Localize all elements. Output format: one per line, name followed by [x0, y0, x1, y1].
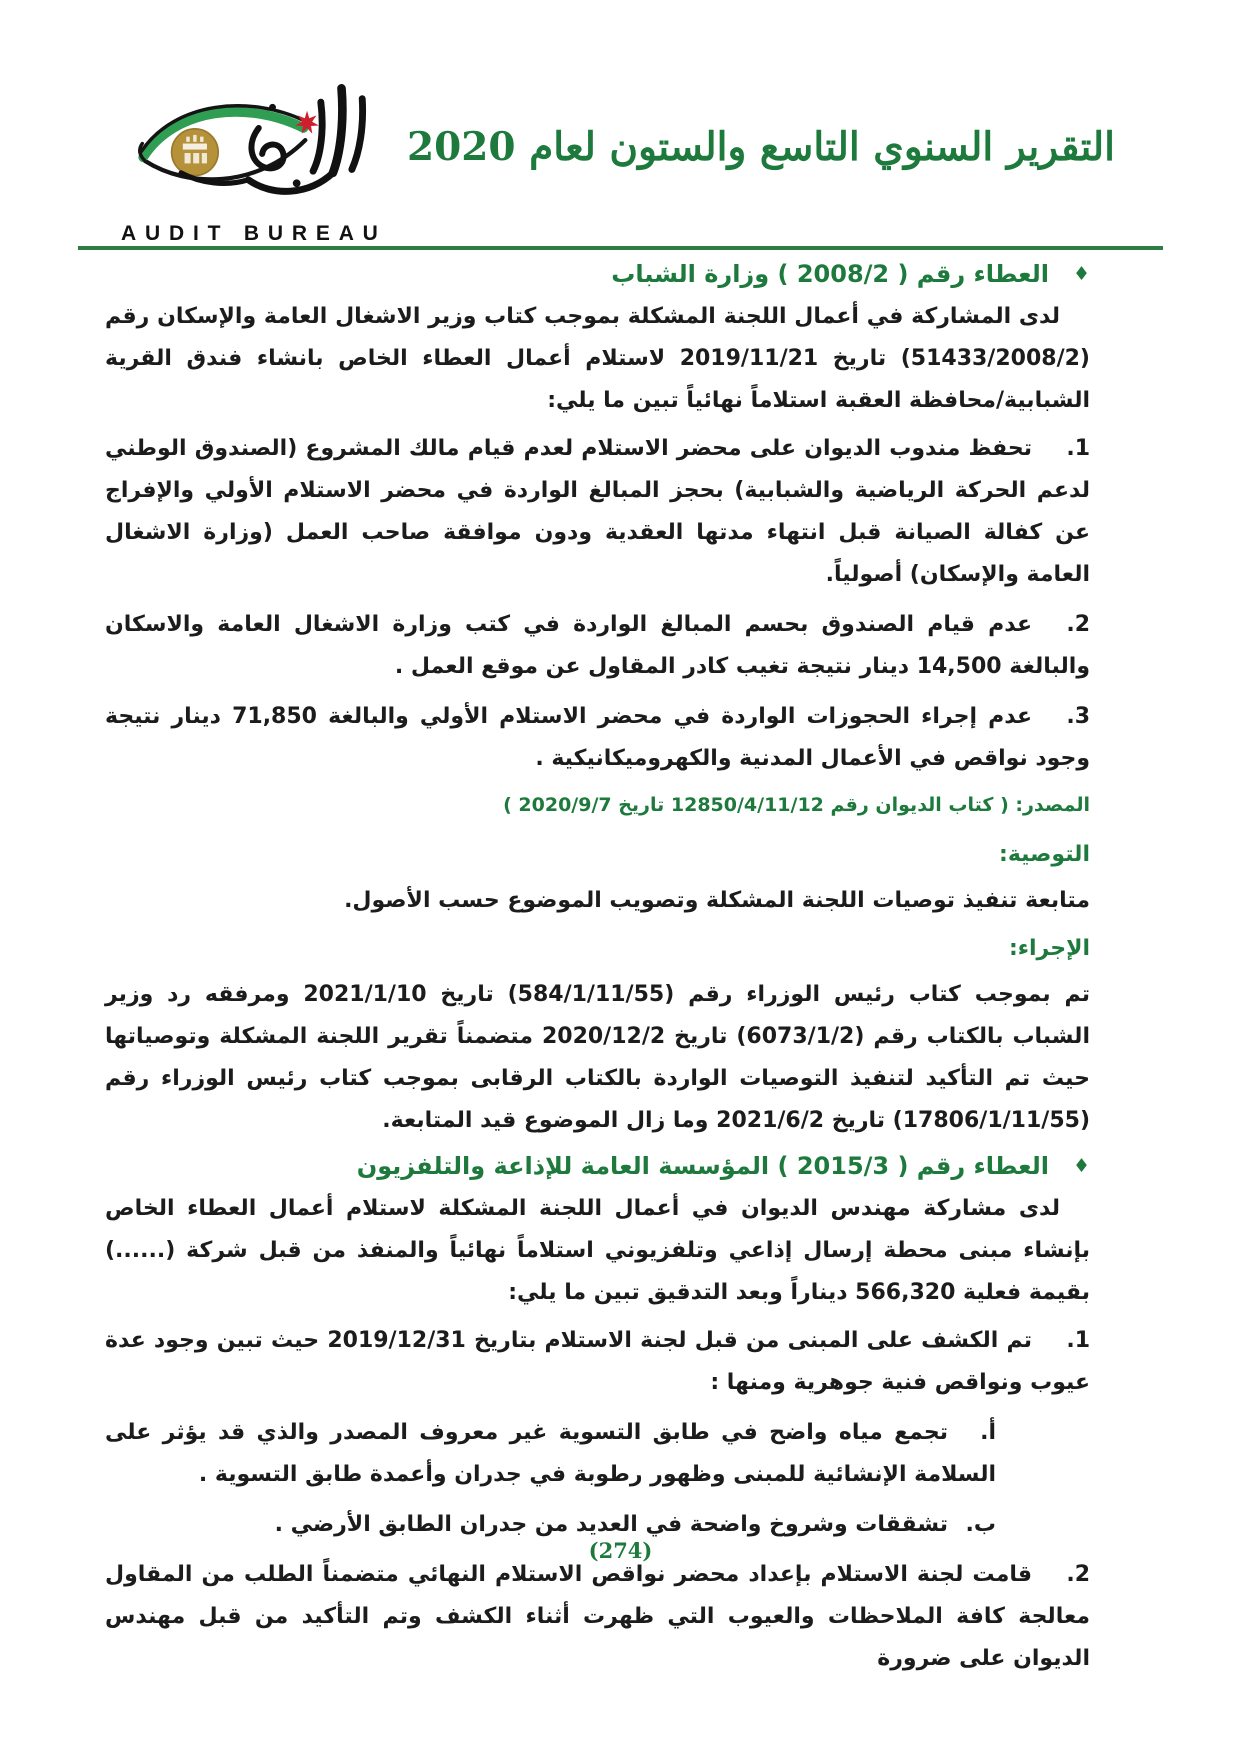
item-number: 1. — [1066, 1328, 1090, 1353]
audit-bureau-logo-mark — [107, 78, 407, 216]
list-item — [105, 1554, 1090, 1680]
subitem-letter: ب. — [965, 1512, 996, 1537]
findings-list — [105, 1320, 1090, 1680]
diamond-bullet-icon: ♦ — [1072, 1154, 1090, 1177]
section-heading-tender-2008-2 — [105, 260, 1090, 288]
recommendation-label: التوصية: — [999, 842, 1090, 867]
action-label: الإجراء: — [1008, 936, 1090, 961]
item-text: تحفظ مندوب الديوان على محضر الاستلام لعدم قيام مالك المشروع (الصندوق الوطني لدعم الحركة الرياضية والشبابية) بحجز المبالغ الواردة في محضر الاستلام الأولي والإفراج عن كفالة الصيانة قبل انتهاء مدتها العقدية ودون موافقة صاحب العمل (وزارة الاشغال العامة والإسكان) أصولياً. — [105, 436, 1090, 587]
list-item — [105, 604, 1090, 688]
report-body — [105, 260, 1090, 1680]
logo-wordmark: AUDIT BUREAU — [121, 222, 387, 245]
page-number: (274) — [588, 1538, 653, 1563]
diamond-bullet-icon: ♦ — [1072, 262, 1090, 285]
section-intro: لدى مشاركة مهندس الديوان في أعمال اللجنة المشكلة لاستلام أعمال العطاء الخاص بإنشاء مبنى محطة إرسال إذاعي وتلفزيوني استلاماً نهائياً والمنفذ من قبل شركة (......) بقيمة فعلية 566,320 ديناراً وبعد التدقيق تبين ما يلي: — [105, 1196, 1090, 1305]
section-heading-text: العطاء رقم ( 2015/3 ) المؤسسة العامة للإذاعة والتلفزيون — [356, 1152, 1049, 1180]
section-heading-text: العطاء رقم ( 2008/2 ) وزارة الشباب — [611, 260, 1049, 288]
header-divider — [78, 246, 1163, 250]
subitem-text: تجمع مياه واضح في طابق التسوية غير معروف المصدر والذي قد يؤثر على السلامة الإنشائية للمبنى وظهور رطوبة في جدران وأعمدة طابق التسوية . — [105, 1420, 996, 1487]
audit-bureau-logo — [107, 78, 407, 246]
recommendation-text: متابعة تنفيذ توصيات اللجنة المشكلة وتصويب الموضوع حسب الأصول. — [344, 888, 1090, 913]
item-number: 2. — [1066, 1562, 1090, 1587]
item-text: تم الكشف على المبنى من قبل لجنة الاستلام بتاريخ 2019/12/31 حيث تبين وجود عدة عيوب ونواقص فنية جوهرية ومنها : — [105, 1328, 1090, 1395]
list-subitem — [105, 1412, 996, 1496]
report-title: التقرير السنوي التاسع والستون لعام 2020 — [407, 124, 1115, 170]
source-line: المصدر: ( كتاب الديوان رقم 12850/4/11/12 تاريخ 2020/9/7 ) — [503, 794, 1090, 816]
subitem-text: تشققات وشروخ واضحة في العديد من جدران الطابق الأرضي . — [274, 1512, 948, 1537]
section-intro: لدى المشاركة في أعمال اللجنة المشكلة بموجب كتاب وزير الاشغال العامة والإسكان رقم (51433/2008/2) تاريخ 2019/11/21 لاستلام أعمال العطاء الخاص بانشاء فندق القرية الشبابية/محافظة العقبة استلاماً نهائياً تبين ما يلي: — [105, 304, 1090, 413]
list-item — [105, 696, 1090, 780]
item-text: قامت لجنة الاستلام بإعداد محضر نواقص الاستلام النهائي متضمناً الطلب من المقاول معالجة كافة الملاحظات والعيوب التي ظهرت أثناء الكشف وتم التأكيد من قبل مهندس الديوان على ضرورة — [105, 1562, 1090, 1671]
subitem-letter: أ. — [980, 1420, 996, 1445]
item-number: 1. — [1066, 436, 1090, 461]
item-number: 3. — [1066, 704, 1090, 729]
section-heading-tender-2015-3 — [105, 1152, 1090, 1180]
page-header — [105, 78, 1115, 245]
list-item — [105, 1320, 1090, 1404]
findings-list — [105, 428, 1090, 780]
item-text: عدم إجراء الحجوزات الواردة في محضر الاستلام الأولي والبالغة 71,850 دينار نتيجة وجود نواقص في الأعمال المدنية والكهروميكانيكية . — [105, 704, 1090, 771]
list-item — [105, 428, 1090, 596]
item-number: 2. — [1066, 612, 1090, 637]
item-text: عدم قيام الصندوق بحسم المبالغ الواردة في كتب وزارة الاشغال العامة والاسكان والبالغة 14,500 دينار نتيجة تغيب كادر المقاول عن موقع العمل . — [105, 612, 1090, 679]
action-text: تم بموجب كتاب رئيس الوزراء رقم (584/1/11/55) تاريخ 2021/1/10 ومرفقه رد وزير الشباب بالكتاب رقم (6073/1/2) تاريخ 2020/12/2 متضمناً تقرير اللجنة المشكلة وتوصياتها حيث تم التأكيد لتنفيذ التوصيات الواردة بالكتاب الرقابى بموجب كتاب رئيس الوزراء رقم (17806/1/11/55) تاريخ 2021/6/2 وما زال الموضوع قيد المتابعة. — [105, 982, 1090, 1133]
